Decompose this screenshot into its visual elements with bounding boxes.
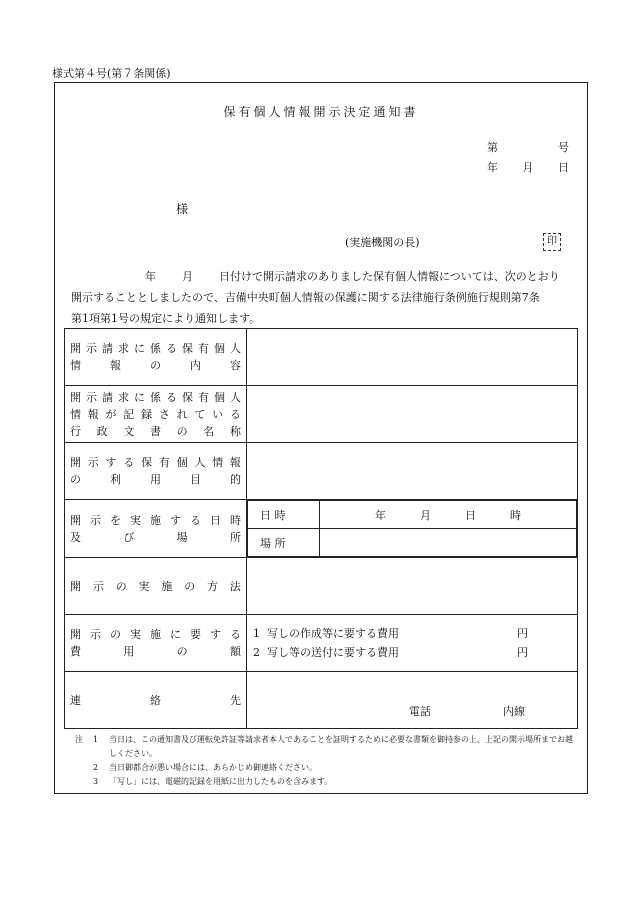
note-number: 3 [93,777,99,786]
label-char: 請 [102,390,113,404]
label-char: 開 [70,390,81,404]
label-line [70,406,241,423]
label-char: 情 [70,359,81,372]
label-char: る [190,513,201,527]
date-year: 年 [487,161,498,174]
cost-item-text: 写しの作成等に要する費用 [267,627,399,640]
label-char: れ [176,407,188,421]
label-char: 示 [90,513,101,527]
label-char: 情 [70,407,81,421]
label-line [70,357,241,374]
notes-head: 注 [75,735,83,744]
label-char: 書 [149,424,161,438]
label-char: 報 [229,456,241,469]
field-place[interactable] [320,529,577,557]
label-char: い [212,407,224,421]
label-char: る [166,390,177,404]
note-number: 1 [93,735,99,744]
contact-phone-label: 電話 [409,705,431,718]
cost-item-number: 1 [253,627,260,640]
label-char: 示 [90,628,101,641]
field-contact[interactable] [247,672,578,729]
label-char: 開 [70,628,81,641]
label-char: 係 [150,342,161,355]
row-doc-name [65,386,578,443]
body-month: 月 [182,270,193,283]
field-datetime-group [247,500,578,558]
label-char: に [134,342,145,355]
row-cost [65,615,578,672]
field-cost [247,615,578,672]
label-char: の [70,473,81,486]
label-char: の [115,579,127,593]
label-char: て [194,407,206,421]
label-char: 日 [210,513,221,527]
label-char: 有 [198,342,209,355]
label-char: 人 [194,456,206,469]
row-content [65,329,578,386]
note-item [75,733,579,761]
label-char: 示 [86,390,97,404]
label-char: 的 [230,473,241,486]
label-char: る [229,407,241,421]
label-datetime [65,500,247,558]
label-char: 保 [182,390,193,404]
note-item [75,761,579,775]
label-char: 額 [229,645,241,658]
label-line [70,471,241,488]
notice-frame [54,82,588,794]
label-char: 有 [198,390,209,404]
label-char: 記 [123,407,135,421]
label-char: に [134,390,145,404]
label-char: 示 [86,342,97,355]
label-char: 人 [230,390,241,404]
cost-item-number: 2 [253,646,260,659]
notes [75,733,579,789]
doc-number-prefix: 第 [487,141,498,154]
label-content [65,329,247,386]
label-line [70,578,241,595]
label-line [70,512,241,529]
row-purpose [65,443,578,500]
note-text: 「写し」には、電磁的記録を用紙に出力したものを含みます。 [109,777,333,786]
label-char: さ [158,407,170,421]
label-char: 行 [70,424,81,438]
label-line [70,529,241,546]
contact-extension-label: 内線 [503,705,525,718]
label-cost [65,615,247,672]
label-char: 保 [141,456,153,469]
label-char: 有 [158,456,170,469]
label-char: 実 [130,628,141,641]
label-char: 費 [70,645,81,658]
label-char: す [105,456,117,469]
label-char: る [230,628,241,641]
label-char: を [110,513,121,527]
label-line [70,626,241,643]
notice-body [71,266,577,329]
label-method [65,558,247,615]
label-char: 係 [150,390,161,404]
label-char: 及 [70,530,81,544]
label-char: 保 [182,342,193,355]
label-char: 要 [190,628,201,641]
label-purpose [65,443,247,500]
field-content[interactable] [247,329,578,386]
row-contact [65,672,578,729]
note-number: 2 [93,763,99,772]
dt-hour: 時 [510,508,521,522]
cost-item-unit: 円 [517,646,528,659]
field-datetime[interactable] [320,501,577,529]
label-char: 施 [161,579,173,593]
label-char: 個 [214,390,225,404]
note-item [75,775,579,789]
dt-month: 月 [420,508,431,522]
label-char: 施 [150,628,161,641]
dt-day: 日 [465,508,476,522]
label-char: る [123,456,135,469]
label-char: 文 [123,424,135,438]
label-char: 実 [130,513,141,527]
label-char: す [210,628,221,641]
note-text: 当日は、この通知書及び運転免許証等請求者本人であることを証明するために必要な書類を御持参の上、上記の開示場所までお越しください。 [109,735,573,758]
label-line [70,340,241,357]
document-number-block [487,139,569,179]
seal-mark: 印 [543,233,561,251]
field-doc-name[interactable] [247,386,578,443]
label-line [70,389,241,406]
field-method[interactable] [247,558,578,615]
label-contact [65,672,247,729]
label-char: 求 [118,390,129,404]
label-char: 報 [110,359,121,372]
label-char: 容 [230,359,241,372]
label-char: 法 [229,579,241,593]
label-char: 内 [190,359,201,372]
label-line [70,643,241,660]
label-char: 所 [229,530,241,544]
label-char: の [176,424,188,438]
doc-number-suffix: 号 [558,141,569,154]
label-char: 示 [87,456,99,469]
addressee-suffix: 様 [176,202,189,216]
label-char: 施 [150,513,161,527]
body-year: 年 [145,270,156,283]
label-char: す [170,513,181,527]
label-char: 録 [141,407,153,421]
date-day: 日 [558,161,569,174]
document-title: 保有個人情報開示決定通知書 [223,105,419,119]
label-char: 開 [70,579,81,593]
sub-label-datetime: 日 時 [248,501,320,529]
cost-item-1 [253,624,577,643]
label-char: 利 [110,473,121,486]
disclosure-table [64,328,578,729]
label-line [70,423,241,440]
date-month: 月 [522,161,534,174]
label-char: 個 [176,456,188,469]
label-doc-name [65,386,247,443]
label-char: の [150,359,161,372]
label-char: び [123,530,135,544]
form-number-label: 様式第４号(第７条関係) [52,67,171,80]
label-char: 求 [118,342,129,355]
datetime-subgrid [247,500,577,557]
cost-item-text: 写し等の送付に要する費用 [267,646,399,659]
body-line2: 開示することとしましたので、吉備中央町個人情報の保護に関する法律施行条例施行規則第7条 [71,291,540,304]
label-line [70,454,241,471]
note-text: 当日御都合が悪い場合には、あらかじめ御連絡ください。 [109,763,317,772]
label-char: に [170,628,181,641]
dt-year: 年 [375,508,386,522]
label-char: 報 [87,407,99,421]
label-char: 時 [230,513,241,527]
label-char: 個 [214,342,225,355]
issuer-title: (実施機関の長) [345,236,420,249]
body-line1-rest: 日付けで開示請求のありました保有個人情報については、次のとおり [219,270,560,283]
label-char: 名 [203,424,215,438]
label-char: 示 [92,579,104,593]
label-char: 先 [230,693,241,707]
label-line [70,692,241,709]
label-char: 目 [190,473,201,486]
sub-label-place: 場 所 [248,529,320,557]
label-char: 場 [176,530,188,544]
label-char: 称 [229,424,241,438]
field-purpose[interactable] [247,443,578,500]
label-char: 政 [96,424,108,438]
cost-item-unit: 円 [517,627,528,640]
label-char: の [184,579,196,593]
label-char: の [176,645,188,658]
label-char: 開 [70,513,81,527]
label-char: 絡 [150,693,161,707]
label-char: る [166,342,177,355]
label-char: が [105,407,117,421]
body-line3: 第1項第1号の規定により通知します。 [71,312,261,325]
label-char: 連 [70,693,81,707]
label-char: 実 [138,579,150,593]
cost-item-2 [253,643,577,662]
row-datetime [65,500,578,558]
label-char: 用 [150,473,161,486]
label-char: 情 [212,456,224,469]
label-char: 開 [70,456,81,469]
label-char: 人 [230,342,241,355]
label-char: の [110,628,121,641]
label-char: 方 [207,579,219,593]
label-char: 請 [102,342,113,355]
label-char: 用 [123,645,135,658]
label-char: 開 [70,342,81,355]
row-method [65,558,578,615]
